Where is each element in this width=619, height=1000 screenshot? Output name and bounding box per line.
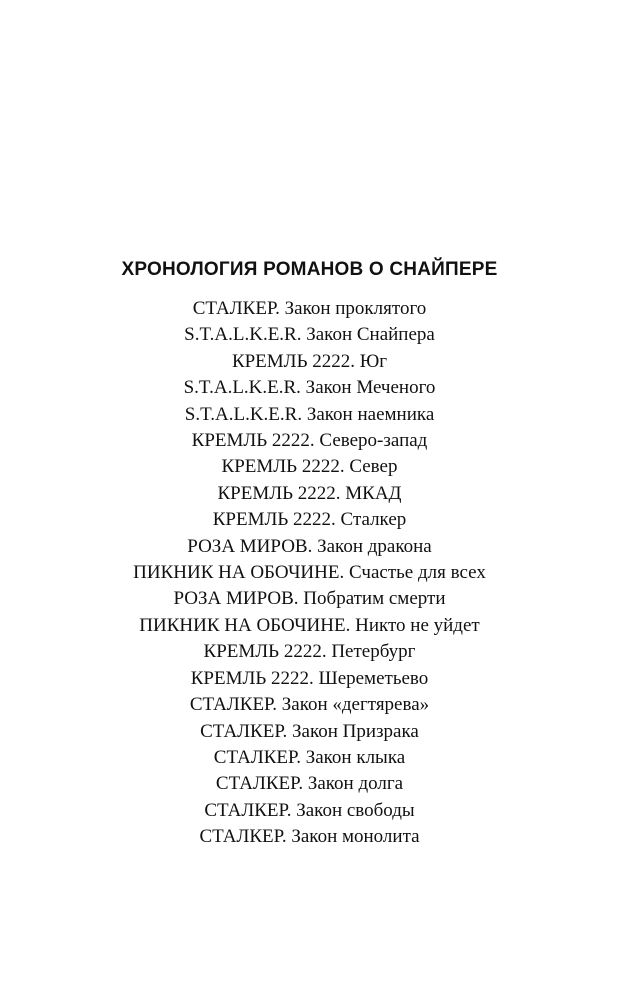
novel-title: S.T.A.L.K.E.R. Закон наемника [184,403,435,425]
page-title: ХРОНОЛОГИЯ РОМАНОВ О СНАЙПЕРЕ [121,259,498,280]
novel-title: СТАЛКЕР. Закон клыка [213,746,406,768]
novel-list [0,296,619,851]
novel-title: СТАЛКЕР. Закон «дегтярева» [189,694,430,716]
novel-title: РОЗА МИРОВ. Побратим смерти [173,588,446,610]
novel-title: СТАЛКЕР. Закон Призрака [200,720,419,742]
novel-title: СТАЛКЕР. Закон проклятого [192,298,427,319]
novel-title: ПИКНИК НА ОБОЧИНЕ. Никто не уйдет [139,614,480,636]
novel-title: КРЕМЛЬ 2222. Шереметьево [190,667,429,689]
novel-title: S.T.A.L.K.E.R. Закон Снайпера [184,324,435,346]
novel-title: КРЕМЛЬ 2222. Петербург [203,641,416,663]
novel-title: СТАЛКЕР. Закон монолита [199,826,420,848]
novel-title: СТАЛКЕР. Закон свободы [204,799,415,821]
novel-title: КРЕМЛЬ 2222. Юг [231,350,388,372]
novel-title: КРЕМЛЬ 2222. МКАД [217,482,402,504]
novel-title: КРЕМЛЬ 2222. Северо-запад [191,430,428,452]
novel-title: КРЕМЛЬ 2222. Сталкер [212,509,407,531]
novel-title: ПИКНИК НА ОБОЧИНЕ. Счастье для всех [133,562,486,584]
novel-title: S.T.A.L.K.E.R. Закон Меченого [183,377,436,399]
novel-title: КРЕМЛЬ 2222. Север [221,456,398,478]
novel-title: РОЗА МИРОВ. Закон дракона [187,535,432,557]
novel-title: СТАЛКЕР. Закон долга [215,773,404,795]
